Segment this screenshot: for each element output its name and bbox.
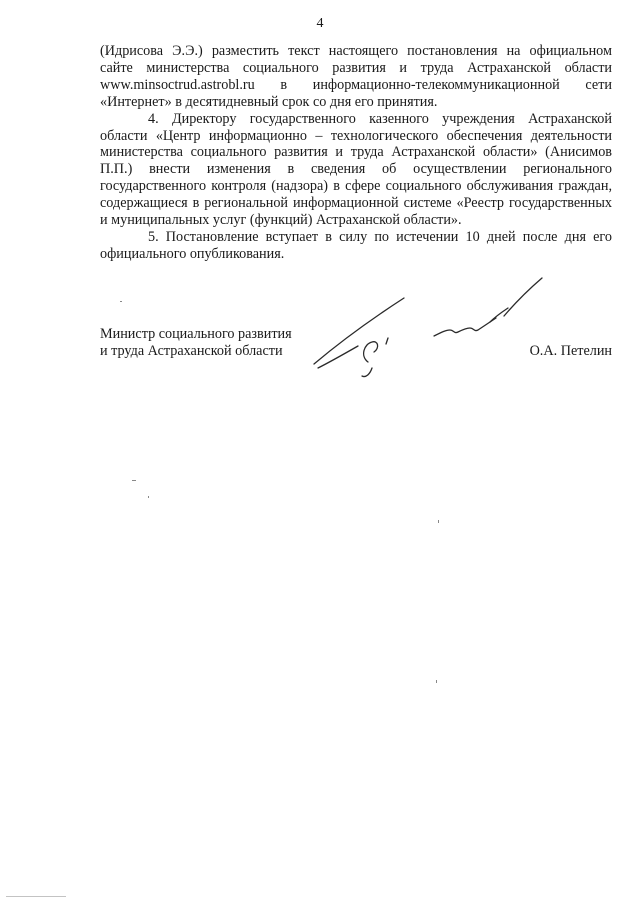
signer-title-line: и труда Астраханской области: [100, 343, 283, 359]
signer-name: О.А. Петелин: [529, 343, 612, 359]
signer-title: [100, 326, 320, 360]
page-number: 4: [316, 16, 324, 31]
paragraph-line: «Интернет» в десятидневный срок со дня его принятия.: [100, 93, 438, 110]
paragraph-line: (Идрисова Э.Э.) разместить текст настоящего постановления на официальном: [100, 43, 612, 59]
document-body: [100, 43, 612, 263]
paragraph-line: www.minsoctrud.astrobl.ru в информационно-телекоммуникационной сети: [100, 76, 612, 93]
paragraph-5: 5. Постановление вступает в силу по истечении 10 дней после дня его официального опубликования.: [100, 228, 612, 262]
signer-title-line: Министр социального развития: [100, 326, 292, 342]
paragraph-3-continuation: [100, 43, 612, 111]
paragraph-4: 4. Директору государственного казенного учреждения Астраханской области «Центр информационно – технологического обеспечения деятельности министерства социального развития и труда Астраханской области» (Анисимов П.П.) внести изменения в сведения об осуществлении регионального государственного контроля (надзора) в сфере социального обслуживания граждан, содержащиеся в региональной информационной системе «Реестр государственных и муниципальных услуг (функций) Астраханской области».: [100, 110, 612, 229]
handwritten-signature: [300, 272, 550, 382]
paragraph-line: сайте министерства социального развития и труда Астраханской области: [100, 59, 612, 76]
